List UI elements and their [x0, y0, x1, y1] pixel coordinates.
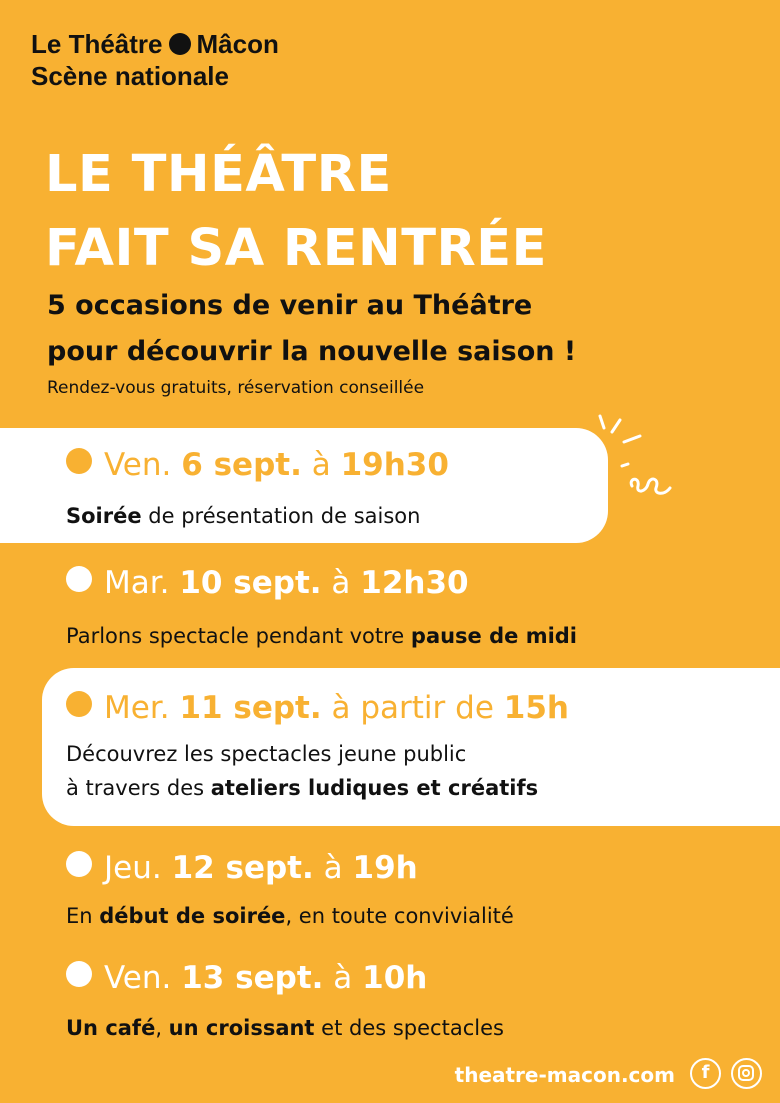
bullet-icon	[66, 851, 92, 877]
subheadline	[47, 283, 576, 375]
event-5-description: Un café, un croissant et des spectacles	[66, 1016, 504, 1040]
headline-line-2: FAIT SA RENTRÉE	[45, 219, 547, 278]
event-4-description: En début de soirée, en toute convivialité	[66, 904, 514, 928]
bullet-icon	[66, 961, 92, 987]
event-2	[66, 563, 577, 653]
bullet-icon	[66, 566, 92, 592]
facebook-icon[interactable]: f	[690, 1058, 721, 1089]
event-2-description: Parlons spectacle pendant votre pause de midi	[66, 624, 578, 648]
event-3-description: Découvrez les spectacles jeune public à travers des ateliers ludiques et créatifs	[66, 742, 539, 800]
website-link[interactable]: theatre-macon.com	[454, 1063, 675, 1087]
event-1-description: Soirée de présentation de saison	[66, 504, 421, 528]
event-4-date: Jeu. 12 sept. à 19h	[66, 848, 514, 888]
event-1	[66, 445, 449, 533]
free-entry-note: Rendez-vous gratuits, réservation conseillée	[47, 378, 425, 398]
event-2-date: Mar. 10 sept. à 12h30	[66, 563, 577, 603]
brand-dot-icon	[169, 33, 191, 55]
event-3-date: Mer. 11 sept. à partir de 15h	[66, 688, 569, 728]
brand-line-2: Scène nationale	[31, 61, 229, 91]
event-4	[66, 848, 514, 933]
event-5-date: Ven. 13 sept. à 10h	[66, 958, 504, 998]
brand-theatre: Le Théâtre	[31, 29, 163, 59]
brand-city: Mâcon	[196, 29, 279, 59]
headline	[45, 138, 547, 286]
subheadline-line-1: 5 occasions de venir au Théâtre	[47, 290, 533, 321]
event-3	[66, 688, 569, 805]
subheadline-line-2: pour découvrir la nouvelle saison !	[47, 336, 577, 367]
bullet-icon	[66, 448, 92, 474]
event-5	[66, 958, 504, 1045]
bullet-icon	[66, 691, 92, 717]
headline-line-1: LE THÉÂTRE	[45, 145, 392, 204]
brand-line-1	[31, 28, 279, 60]
sparkle-doodle-icon	[590, 408, 680, 508]
event-1-date: Ven. 6 sept. à 19h30	[66, 445, 449, 485]
brand-logo	[31, 28, 279, 92]
instagram-icon[interactable]	[731, 1058, 762, 1089]
